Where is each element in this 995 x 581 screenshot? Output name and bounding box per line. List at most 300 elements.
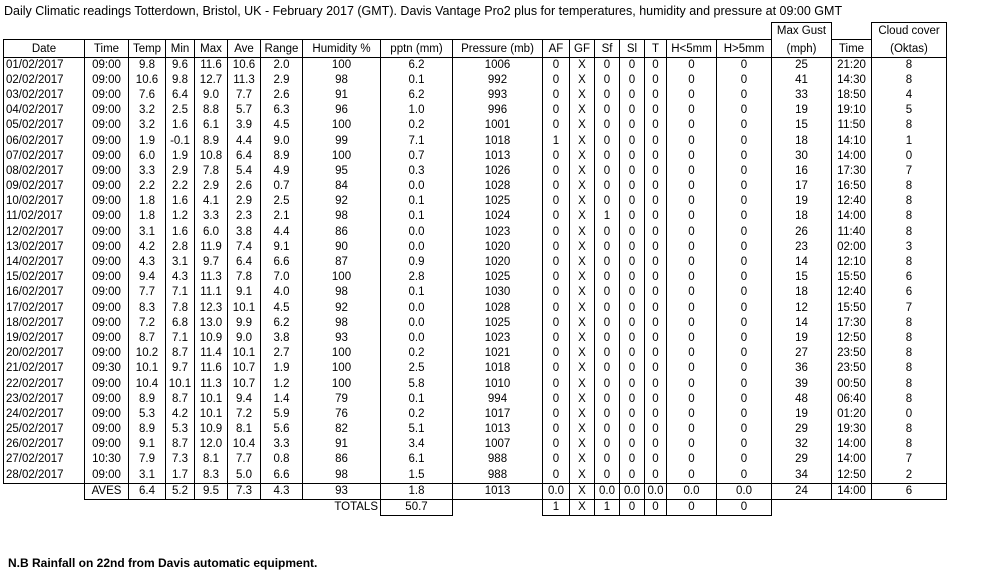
table-cell: 9.4	[129, 270, 166, 285]
table-cell: 0	[717, 392, 772, 407]
table-cell: 90	[303, 240, 381, 255]
table-cell: 1021	[453, 346, 543, 361]
table-cell: 5.0	[228, 468, 261, 484]
table-cell: 0	[717, 437, 772, 452]
table-cell: 0	[620, 270, 645, 285]
table-cell: 3.9	[228, 118, 261, 133]
table-cell: 0	[645, 361, 667, 376]
table-cell: 11.3	[195, 376, 228, 391]
table-cell: 12:50	[832, 331, 872, 346]
table-cell: 09/02/2017	[4, 179, 85, 194]
table-cell: 5.9	[261, 407, 303, 422]
table-cell: 4.0	[261, 285, 303, 300]
column-header: pptn (mm)	[381, 39, 453, 57]
table-cell: 0	[667, 57, 717, 73]
table-cell: 1023	[453, 225, 543, 240]
table-cell: 06:40	[832, 392, 872, 407]
table-cell: 29	[772, 422, 832, 437]
table-cell: 0	[667, 452, 717, 467]
table-cell: 0	[667, 422, 717, 437]
table-cell: 0	[645, 376, 667, 391]
table-row	[4, 407, 947, 422]
table-cell: 0	[543, 422, 570, 437]
table-row	[4, 301, 947, 316]
table-cell: 1020	[453, 255, 543, 270]
table-cell: 0	[645, 270, 667, 285]
table-cell: 92	[303, 194, 381, 209]
table-cell: 0.0	[381, 301, 453, 316]
table-cell: 23	[772, 240, 832, 255]
table-cell: 23:50	[832, 361, 872, 376]
table-cell: 10.1	[228, 301, 261, 316]
table-cell: 4.2	[166, 407, 195, 422]
table-cell: 1.6	[166, 194, 195, 209]
table-cell: 0	[543, 437, 570, 452]
table-cell: 1.6	[166, 225, 195, 240]
table-cell: 6.2	[381, 57, 453, 73]
table-cell: 0	[620, 73, 645, 88]
table-cell: 19	[772, 103, 832, 118]
table-cell: 1025	[453, 316, 543, 331]
table-cell: 33	[772, 88, 832, 103]
table-cell: 0	[717, 164, 772, 179]
table-cell: 0	[543, 346, 570, 361]
table-cell: X	[570, 57, 595, 73]
table-cell: X	[570, 133, 595, 148]
table-cell: 10.1	[195, 407, 228, 422]
table-cell: 1025	[453, 194, 543, 209]
table-cell: 09:00	[85, 331, 129, 346]
table-cell: 0.8	[261, 452, 303, 467]
table-cell: 4.5	[261, 118, 303, 133]
table-cell: 14:10	[832, 133, 872, 148]
table-cell: 09:00	[85, 133, 129, 148]
table-cell: 0	[620, 316, 645, 331]
table-cell: 0	[667, 376, 717, 391]
table-cell: 8.9	[261, 149, 303, 164]
table-cell: 0	[595, 422, 620, 437]
table-cell: 84	[303, 179, 381, 194]
table-cell: 0	[667, 88, 717, 103]
table-cell: 96	[303, 103, 381, 118]
table-cell: 0	[667, 133, 717, 148]
table-cell: 0	[645, 240, 667, 255]
table-row	[4, 88, 947, 103]
table-cell: 98	[303, 73, 381, 88]
table-cell: 1.8	[129, 209, 166, 224]
aves-sf: 0.0	[595, 483, 620, 499]
table-cell: 7.8	[228, 270, 261, 285]
table-cell: 93	[303, 331, 381, 346]
table-cell: 1010	[453, 376, 543, 391]
averages-row	[4, 483, 947, 499]
table-cell: 09:00	[85, 316, 129, 331]
table-cell: 2.6	[228, 179, 261, 194]
table-cell: 5.7	[228, 103, 261, 118]
table-cell: 26/02/2017	[4, 437, 85, 452]
table-cell: 0	[543, 452, 570, 467]
table-cell: 0	[543, 209, 570, 224]
table-cell: 1.9	[166, 149, 195, 164]
table-cell: 0.1	[381, 73, 453, 88]
table-cell: X	[570, 407, 595, 422]
table-cell: 0	[645, 452, 667, 467]
table-cell: 7.7	[129, 285, 166, 300]
table-row	[4, 437, 947, 452]
table-cell: 0	[620, 194, 645, 209]
table-cell: 0	[595, 57, 620, 73]
table-cell: 3.1	[129, 225, 166, 240]
table-cell: 14	[772, 255, 832, 270]
table-cell: 2.9	[195, 179, 228, 194]
table-cell: 14:30	[832, 73, 872, 88]
table-cell: 6.4	[166, 88, 195, 103]
table-cell: 34	[772, 468, 832, 484]
table-row	[4, 194, 947, 209]
table-cell: 988	[453, 452, 543, 467]
table-cell: 0.1	[381, 194, 453, 209]
table-cell: 13/02/2017	[4, 240, 85, 255]
table-cell: 1.8	[129, 194, 166, 209]
aves-pressure: 1013	[453, 483, 543, 499]
table-cell: 2.9	[166, 164, 195, 179]
table-cell: 23:50	[832, 346, 872, 361]
table-cell: 14/02/2017	[4, 255, 85, 270]
table-cell: X	[570, 422, 595, 437]
table-cell: 24/02/2017	[4, 407, 85, 422]
table-cell: 4.5	[261, 301, 303, 316]
table-cell: 0.2	[381, 346, 453, 361]
table-row	[4, 422, 947, 437]
table-cell: 0	[717, 133, 772, 148]
table-cell: 0	[543, 270, 570, 285]
table-cell: 7.7	[228, 88, 261, 103]
table-cell: 98	[303, 285, 381, 300]
table-cell: 11:50	[832, 118, 872, 133]
table-cell: 1	[872, 133, 947, 148]
table-cell: 27/02/2017	[4, 452, 85, 467]
table-cell: 0	[543, 392, 570, 407]
table-row	[4, 468, 947, 484]
table-cell: 0	[717, 270, 772, 285]
table-cell: 0	[595, 225, 620, 240]
table-cell: 8	[872, 331, 947, 346]
table-cell: 9.0	[195, 88, 228, 103]
table-cell: 2.5	[261, 194, 303, 209]
table-cell: 1030	[453, 285, 543, 300]
table-cell: 6.0	[195, 225, 228, 240]
table-cell: 12.0	[195, 437, 228, 452]
table-cell: 02/02/2017	[4, 73, 85, 88]
table-cell: 0	[543, 88, 570, 103]
table-cell: 27	[772, 346, 832, 361]
table-cell: 12:40	[832, 285, 872, 300]
aves-humidity: 93	[303, 483, 381, 499]
table-cell: 8	[872, 422, 947, 437]
table-cell: 7.0	[261, 270, 303, 285]
column-header: Range	[261, 39, 303, 57]
table-cell: 0	[717, 316, 772, 331]
table-row	[4, 240, 947, 255]
table-cell: 9.0	[261, 133, 303, 148]
table-cell: 0	[543, 407, 570, 422]
table-cell: 10.1	[166, 376, 195, 391]
table-cell: 0	[667, 285, 717, 300]
table-cell: 4.3	[129, 255, 166, 270]
table-cell: 0	[595, 133, 620, 148]
column-header: Sf	[595, 39, 620, 57]
table-cell: -0.1	[166, 133, 195, 148]
table-cell: 11.3	[195, 270, 228, 285]
column-header: Humidity %	[303, 39, 381, 57]
table-cell: 16	[772, 164, 832, 179]
table-cell: 76	[303, 407, 381, 422]
table-cell: 21:20	[832, 57, 872, 73]
table-cell: 12:40	[832, 194, 872, 209]
table-row	[4, 361, 947, 376]
table-cell: 0	[620, 255, 645, 270]
table-cell: 8.8	[195, 103, 228, 118]
aves-label: AVES	[85, 483, 129, 499]
table-cell: 0	[667, 301, 717, 316]
table-cell: 10.7	[228, 376, 261, 391]
table-cell: 15/02/2017	[4, 270, 85, 285]
table-cell: 19	[772, 194, 832, 209]
table-cell: 994	[453, 392, 543, 407]
table-cell: 0	[595, 301, 620, 316]
table-cell: 100	[303, 270, 381, 285]
table-cell: 09:00	[85, 73, 129, 88]
table-cell: 8	[872, 392, 947, 407]
table-cell: 09:00	[85, 225, 129, 240]
table-cell: 0.9	[381, 255, 453, 270]
table-cell: 20/02/2017	[4, 346, 85, 361]
table-cell: 2.6	[261, 88, 303, 103]
table-cell: 10.7	[228, 361, 261, 376]
table-cell: 1.5	[381, 468, 453, 484]
table-cell: 8.3	[195, 468, 228, 484]
table-cell: 6.6	[261, 255, 303, 270]
table-cell: 0	[717, 194, 772, 209]
aves-ave: 7.3	[228, 483, 261, 499]
table-cell: 8	[872, 179, 947, 194]
table-cell: 17:30	[832, 316, 872, 331]
table-cell: 0	[667, 179, 717, 194]
table-cell: 9.7	[166, 361, 195, 376]
table-cell: 0	[667, 103, 717, 118]
table-cell: 0	[620, 149, 645, 164]
table-cell: X	[570, 392, 595, 407]
table-cell: 0	[667, 392, 717, 407]
table-cell: 09:00	[85, 301, 129, 316]
table-cell: 1028	[453, 179, 543, 194]
table-cell: 25/02/2017	[4, 422, 85, 437]
column-header: H<5mm	[667, 39, 717, 57]
table-cell: 0.0	[381, 179, 453, 194]
table-cell: X	[570, 452, 595, 467]
table-cell: 03/02/2017	[4, 88, 85, 103]
table-cell: 5.8	[381, 376, 453, 391]
aves-sl: 0.0	[620, 483, 645, 499]
table-cell: 0	[595, 103, 620, 118]
table-row	[4, 179, 947, 194]
table-cell: 0	[543, 376, 570, 391]
table-cell: 18	[772, 133, 832, 148]
table-cell: 98	[303, 209, 381, 224]
table-cell: 1026	[453, 164, 543, 179]
table-cell: 0	[620, 422, 645, 437]
table-cell: 6.1	[381, 452, 453, 467]
table-cell: 23/02/2017	[4, 392, 85, 407]
table-cell: 0	[543, 225, 570, 240]
table-cell: 0	[645, 194, 667, 209]
table-cell: 0	[620, 57, 645, 73]
table-cell: 25	[772, 57, 832, 73]
table-cell: 0	[717, 301, 772, 316]
table-cell: 6.8	[166, 316, 195, 331]
table-cell: 87	[303, 255, 381, 270]
table-cell: 9.1	[228, 285, 261, 300]
table-cell: 0	[645, 133, 667, 148]
aves-range: 4.3	[261, 483, 303, 499]
table-cell: 1024	[453, 209, 543, 224]
table-cell: X	[570, 194, 595, 209]
table-cell: 7.9	[129, 452, 166, 467]
table-cell: 10.9	[195, 422, 228, 437]
table-cell: 4.9	[261, 164, 303, 179]
table-cell: 8.3	[129, 301, 166, 316]
table-row	[4, 57, 947, 73]
table-cell: 8.9	[129, 392, 166, 407]
table-cell: 0	[645, 57, 667, 73]
table-cell: 0	[543, 316, 570, 331]
table-cell: 09:00	[85, 57, 129, 73]
table-cell: X	[570, 346, 595, 361]
table-cell: 0	[543, 103, 570, 118]
table-cell: 12:50	[832, 468, 872, 484]
table-cell: 12/02/2017	[4, 225, 85, 240]
table-cell: 15:50	[832, 270, 872, 285]
table-cell: 8	[872, 376, 947, 391]
table-cell: 1020	[453, 240, 543, 255]
table-cell: 8.9	[195, 133, 228, 148]
table-cell: 7.7	[228, 452, 261, 467]
aves-max-gust: 24	[772, 483, 832, 499]
table-cell: 0	[872, 149, 947, 164]
table-cell: 10:30	[85, 452, 129, 467]
table-cell: 8	[872, 73, 947, 88]
table-cell: 0	[595, 73, 620, 88]
table-cell: 0	[645, 437, 667, 452]
table-cell: 0	[717, 407, 772, 422]
table-cell: 0	[620, 392, 645, 407]
table-cell: 9.1	[129, 437, 166, 452]
aves-af: 0.0	[543, 483, 570, 499]
table-cell: 1013	[453, 422, 543, 437]
table-cell: 99	[303, 133, 381, 148]
table-cell: X	[570, 255, 595, 270]
table-cell: 0	[595, 452, 620, 467]
table-cell: 0.0	[381, 316, 453, 331]
table-cell: 10.1	[195, 392, 228, 407]
table-cell: 0	[543, 468, 570, 484]
table-cell: 12.7	[195, 73, 228, 88]
table-cell: 8	[872, 437, 947, 452]
table-cell: 0	[543, 361, 570, 376]
table-cell: 0	[620, 301, 645, 316]
totals-row	[4, 499, 947, 515]
table-cell: 5.4	[228, 164, 261, 179]
cloud-cover-group-header: Cloud cover	[872, 23, 947, 40]
aves-min: 5.2	[166, 483, 195, 499]
table-cell: 9.6	[166, 57, 195, 73]
table-cell: 0	[645, 103, 667, 118]
table-cell: 0	[667, 407, 717, 422]
table-row	[4, 103, 947, 118]
table-cell: 2.5	[381, 361, 453, 376]
table-cell: 0	[645, 392, 667, 407]
table-cell: 09:00	[85, 392, 129, 407]
table-cell: 0	[717, 209, 772, 224]
table-cell: 0	[717, 285, 772, 300]
table-cell: 0	[620, 468, 645, 484]
table-cell: 19:10	[832, 103, 872, 118]
table-cell: 100	[303, 346, 381, 361]
table-cell: 1	[543, 133, 570, 148]
aves-h-gt5: 0.0	[717, 483, 772, 499]
table-cell: 3.2	[129, 103, 166, 118]
totals-af: 1	[543, 499, 570, 515]
table-cell: 1018	[453, 133, 543, 148]
table-cell: 14:00	[832, 452, 872, 467]
table-cell: 0	[620, 407, 645, 422]
table-cell: 0	[645, 422, 667, 437]
table-cell: 10.8	[195, 149, 228, 164]
table-cell: 18	[772, 209, 832, 224]
table-cell: 3.8	[228, 225, 261, 240]
table-cell: 9.9	[228, 316, 261, 331]
table-row	[4, 209, 947, 224]
table-row	[4, 316, 947, 331]
table-cell: 86	[303, 452, 381, 467]
table-cell: 9.8	[129, 57, 166, 73]
table-cell: 15	[772, 118, 832, 133]
table-cell: 0	[543, 194, 570, 209]
table-cell: 7.2	[228, 407, 261, 422]
table-cell: 21/02/2017	[4, 361, 85, 376]
table-cell: 3.3	[261, 437, 303, 452]
table-cell: 95	[303, 164, 381, 179]
table-cell: 9.4	[228, 392, 261, 407]
table-cell: X	[570, 468, 595, 484]
table-cell: 15:50	[832, 301, 872, 316]
table-cell: 16:50	[832, 179, 872, 194]
table-cell: 0	[595, 270, 620, 285]
table-cell: 0	[717, 331, 772, 346]
table-cell: 1.9	[261, 361, 303, 376]
table-cell: 14	[772, 316, 832, 331]
table-cell: 7	[872, 301, 947, 316]
table-cell: 07/02/2017	[4, 149, 85, 164]
table-cell: 41	[772, 73, 832, 88]
table-cell: 8.7	[166, 346, 195, 361]
table-cell: 0	[667, 194, 717, 209]
table-cell: 09:00	[85, 270, 129, 285]
table-cell: 0	[620, 209, 645, 224]
table-row	[4, 225, 947, 240]
table-cell: 8	[872, 346, 947, 361]
table-cell: 26	[772, 225, 832, 240]
